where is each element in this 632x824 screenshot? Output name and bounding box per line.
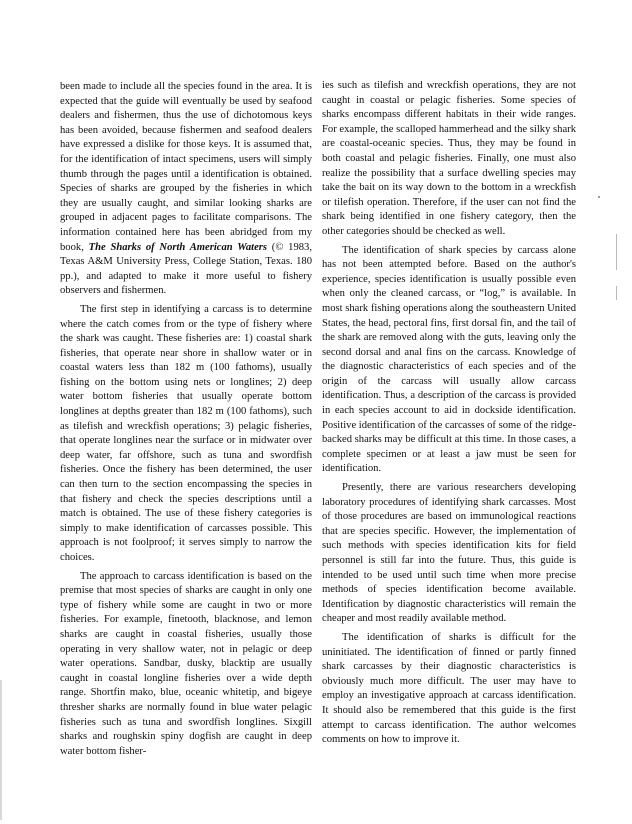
paragraph-1: [60, 80, 312, 299]
book-title: The Sharks of North American Waters: [88, 241, 268, 253]
paragraph-6: Presently, there are various researchers developing laboratory procedures of identifying shark carcasses. Most of those procedures are based on immunological reactions that are species specific. However, the implementation of such methods with species identification kits for field personnel is still far into the future. Thus, this guide is intended to be used until such time when more precise methods of species identification become available. Identification by diagnostic characteristics will remain the cheaper and most readily available method.: [322, 482, 576, 625]
paragraph-2: The first step in identifying a carcass is to determine where the catch comes from or the type of fishery where the shark was caught. These fisheries are: 1) coastal shark fisheries, that operate near shore in shallow water or in coastal waters less than 182 m (100 fathoms), usually fishing on the bottom using nets or longlines; 2) deep water bottom fisheries that usually operate bottom longlines at depths greater than 182 m (100 fathoms), such as tilefish and wreckfish operations; 3) pelagic fisheries, that operate longlines near the surface or in midwater over deep water, far offshore, such as tuna and swordfish fisheries. Once the fishery has been determined, the user can then turn to the section encompassing the species in that fishery and check the species descriptions until a match is obtained. The use of these fishery categories is simply to make identification of carcasses possible. This approach is not foolproof; it serves simply to narrow the choices.: [60, 303, 312, 563]
left-column: [60, 80, 312, 759]
paragraph-4: ies such as tilefish and wreckfish operations, they are not caught in coastal or pelagic fisheries. Some species of sharks encompass different habitats in their wide ranges. For example, the scalloped hammerhead and the silky shark are coastal-oceanic species. Thus, they may be found in both coastal and pelagic fisheries. Finally, one must also realize the possibility that a surface dwelling species may take the bait on its way down to the bottom in a wreckfish or tilefish operation. Therefore, if the user can not find the shark being identified in one fishery category, then the other categories should be checked as well.: [322, 80, 576, 237]
paragraph-1-text-end: (© 1983, Texas A&M University Press, College Station, Texas. 180 pp.), and adapted to make it more useful to fishery observers and fishermen.: [60, 241, 312, 297]
paragraph-1-text: been made to include all the species found in the area. It is expected that the guide will eventually be used by seafood dealers and fishermen, thus the use of dichotomous keys has been avoided, because fishermen and seafood dealers have expressed a dislike for those keys. It is assumed that, for the identification of intact specimens, users will simply thumb through the pages until a identification is obtained. Species of sharks are grouped by the fisheries in which they are usually caught, and similar looking sharks are grouped in adjacent pages to facilitate comparisons. The information contained here has been abridged from my book,: [60, 81, 312, 253]
margin-scan-line: [616, 234, 617, 270]
margin-speck: [598, 196, 600, 198]
paragraph-7: The identification of sharks is difficult for the uninitiated. The identification of finned or partly finned shark carcasses by their diagnostic characteristics is obviously much more difficult. The user may have to employ an investigative approach at carcass identification. It should also be remembered that this guide is the first attempt to carcass identification. The author welcomes comments on how to improve it.: [322, 631, 576, 746]
scan-edge-shadow: [0, 680, 2, 820]
right-column: [322, 79, 576, 748]
margin-scan-line-2: [616, 286, 617, 300]
paragraph-3: The approach to carcass identification is based on the premise that most species of sharks are caught in only one type of fishery while some are caught in two or more fisheries. For example, finetooth, blacknose, and lemon sharks are caught in coastal fisheries, usually those operating in very shallow water, not in pelagic or deep water operations. Sandbar, dusky, blacktip are usually caught in coastal longline fisheries over a wide depth range. Shortfin mako, blue, oceanic whitetip, and bigeye thresher sharks are normally found in blue water pelagic fisheries such as tuna and swordfish longlines. Sixgill sharks and roughskin spiny dogfish are caught in deep water bottom fisher-: [60, 570, 312, 757]
paragraph-5: The identification of shark species by carcass alone has not been attempted before. Based on the author's experience, species identification is usually possible even when only the cleaned carcass, or “log,” is available. In most shark fishing operations along the southeastern United States, the head, pectoral fins, first dorsal fin, and the tail of the shark are removed along with the guts, leaving only the second dorsal and anal fins on the carcass. Knowledge of the diagnostic characteristics of each species and of the origin of the carcass will usually allow carcass identification. Thus, a description of the carcass is provided in each species account to aid in dockside identification. Positive identification of the carcasses of some of the ridge-backed sharks may be difficult at this time. In those cases, a complete specimen or at least a jaw must be seen for identification.: [322, 244, 576, 475]
